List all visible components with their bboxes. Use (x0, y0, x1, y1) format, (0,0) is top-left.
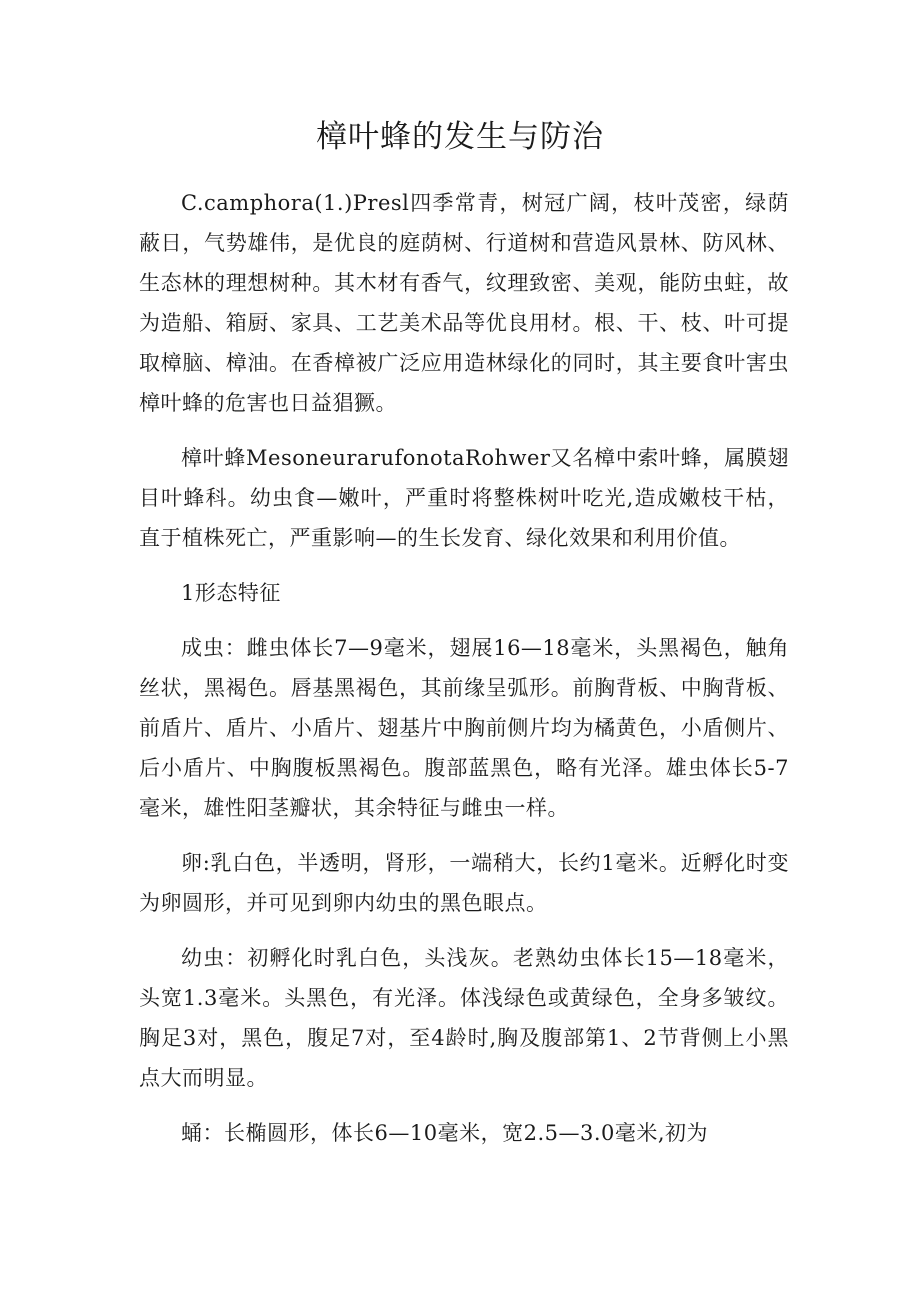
paragraph-adult: 成虫：雌虫体长7—9毫米，翅展16—18毫米，头黑褐色，触角丝状，黑褐色。唇基黑褐色，其前缘呈弧形。前胸背板、中胸背板、前盾片、盾片、小盾片、翅基片中胸前侧片均为橘黄色，小盾侧片、后小盾片、中胸腹板黑褐色。腹部蓝黑色，略有光泽。雄虫体长5-7毫米，雄性阳茎瓣状，其余特征与雌虫一样。 (139, 636, 789, 820)
paragraph-intro: C.camphora(1.)Presl四季常青，树冠广阔，枝叶茂密，绿荫蔽日，气势雄伟，是优良的庭荫树、行道树和营造风景林、防风林、生态林的理想树种。其木材有香气，纹理致密、美观，能防虫蛀，故为造船、箱厨、家具、工艺美术品等优良用材。根、干、枝、叶可提取樟脑、樟油。在香樟被广泛应用造林绿化的同时，其主要食叶害虫樟叶蜂的危害也日益猖獗。 (139, 191, 789, 415)
section-heading-morphology: 1形态特征 (181, 581, 281, 605)
document-title: 樟叶蜂的发生与防治 (316, 119, 604, 155)
paragraph-larva: 幼虫：初孵化时乳白色，头浅灰。老熟幼虫体长15—18毫米，头宽1.3毫米。头黑色，有光泽。体浅绿色或黄绿色，全身多皱纹。胸足3对，黑色，腹足7对，至4龄时,胸及腹部第1、2节背侧上小黑点大而明显。 (139, 946, 789, 1090)
paragraph-egg: 卵:乳白色，半透明，肾形，一端稍大，长约1毫米。近孵化时变为卵圆形，并可见到卵内幼虫的黑色眼点。 (139, 851, 789, 915)
paragraph-pupa: 蛹：长椭圆形，体长6—10毫米，宽2.5—3.0毫米,初为 (181, 1121, 709, 1145)
document-body (139, 183, 789, 1168)
paragraph-species: 樟叶蜂MesoneurarufonotaRohwer又名樟中索叶蜂，属膜翅目叶蜂科。幼虫食—嫩叶，严重时将整株树叶吃光,造成嫩枝干枯，直于植株死亡，严重影响—的生长发育、绿化效果和利用价值。 (139, 446, 789, 550)
